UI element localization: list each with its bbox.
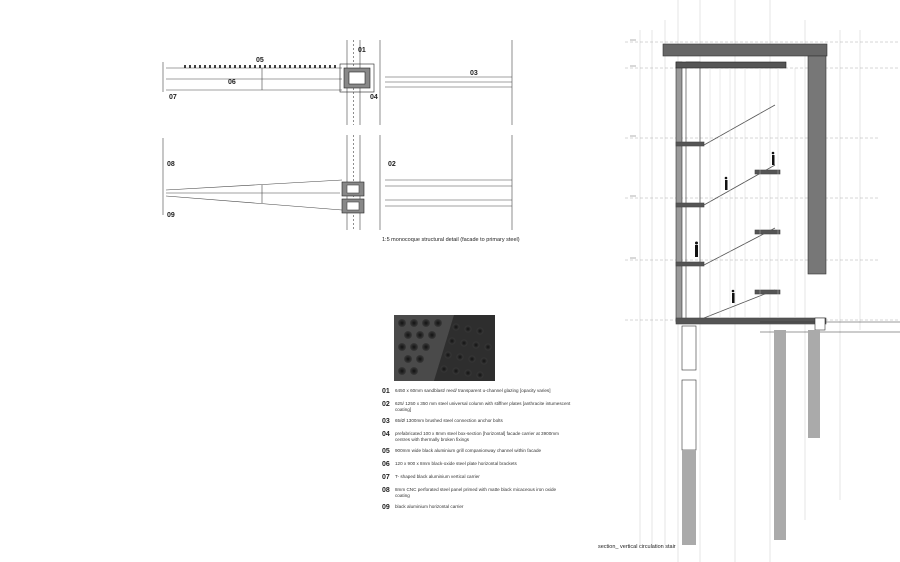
legend-item: 01 6450 x 60mm sandblast/ reed/ transparent u-channel glazing [opacity varies]: [382, 388, 551, 395]
section-title: section_ vertical circulation stair: [598, 544, 676, 550]
plan-detail-top: [163, 40, 512, 125]
label-04: 04: [370, 94, 378, 101]
legend-item: 05 900mm wide black aluminium grill companionway channel within facade: [382, 448, 542, 455]
legend-item: 03 65/Ø 1300mm brushed steel connection anchor bolts: [382, 418, 503, 425]
legend: [382, 388, 572, 517]
section-drawing: [625, 0, 900, 562]
perforated-panel-icon: [394, 315, 495, 381]
legend-item: 06 120 x 900 x 8mm black-oxide steel plate horizontal brackets: [382, 461, 517, 468]
label-01: 01: [358, 47, 366, 54]
legend-item: 07 T- shaped black aluminium vertical carrier: [382, 474, 480, 481]
perforated-panel-photo: [394, 315, 495, 381]
label-03: 03: [470, 70, 478, 77]
legend-item: 02 625/ 1250 x 350 mm steel universal column with stiffner plates [anthracite intumescent coating]: [382, 401, 571, 412]
plan-detail-bottom: [163, 135, 512, 230]
label-07: 07: [169, 94, 177, 101]
label-05: 05: [256, 57, 264, 64]
label-02: 02: [388, 161, 396, 168]
legend-item: 04 prefabricated 100 x 8mm steel box-section [horizontal] facade carrier at 3900mm centres with thermally broken fixings: [382, 431, 559, 442]
label-09: 09: [167, 212, 175, 219]
label-06: 06: [228, 79, 236, 86]
legend-item: 09 black aluminium horizontal carrier: [382, 504, 464, 511]
detail-caption: 1:5 monocoque structural detail (facade to primary steel): [382, 237, 520, 243]
label-08: 08: [167, 161, 175, 168]
legend-item: 08 8mm CNC perforated steel panel primed with matte black micaceous iron oxide coating: [382, 487, 557, 498]
